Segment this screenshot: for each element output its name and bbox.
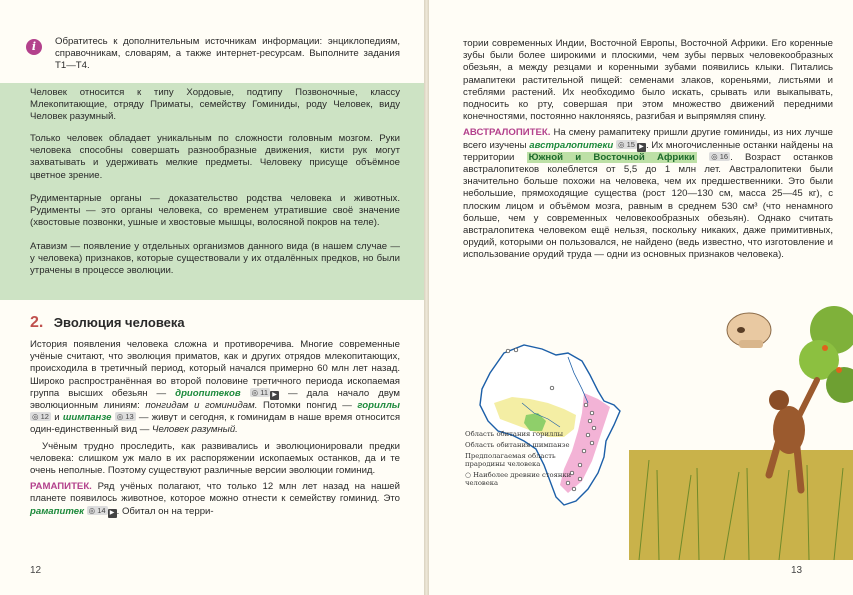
resource-number: 12: [40, 412, 49, 422]
site-marker: [586, 433, 590, 437]
body-paragraph: Учёным трудно проследить, как развивались и эволюционировали предки человека: слишком уж мало в их распоряжении ископаемых останков, да и те очень неполные. Поэтому существуют различные версии эволюции гоминид.: [30, 440, 400, 477]
text-run: и: [54, 412, 60, 424]
skull-icon: [727, 313, 771, 348]
site-marker: [550, 386, 554, 390]
legend-fossil-sites: ○ Наиболее древние стоянки человека: [465, 471, 572, 487]
site-marker: [584, 403, 588, 407]
body-paragraph: [30, 339, 400, 437]
resource-number: 13: [125, 412, 134, 422]
resource-badge[interactable]: ◎ 16: [711, 151, 729, 161]
emphasis: понгидам и гоминидам.: [145, 400, 258, 412]
site-marker: [578, 463, 582, 467]
page-number: 12: [30, 565, 42, 576]
map-legend: [465, 430, 577, 490]
text-run: . Возраст останков австралопитеков колеблется от 5,5 до 1 млн лет. Австралопитеки были значительно больше похожи на человека, чем их предшественники. Это были небольшие, прямоходящие существа (рост 120—130 см, масса 25—45 кг), с плоским лицом и объёмом мозга, равным в среднем 530 см³ (что ненамного больше, чем у современных человекообразных обезьян). Однако считать австралопитека человеком ещё нельзя, поскольку никаких, даже примитивных, орудий, которыми он пользовался, не найдено (ведь известно, что изготовление и использование орудий труда — одни из основных признаков человека).: [463, 151, 833, 261]
text-run: Потомки понгид —: [262, 400, 352, 412]
resource-number: 14: [97, 505, 106, 515]
site-marker: [514, 348, 518, 352]
play-icon[interactable]: ▶: [270, 391, 279, 400]
text-run: . Их многочисленные останки найдены на территории: [463, 139, 834, 163]
section-heading: [30, 314, 185, 332]
term-link-chimpanzee[interactable]: шимпанзе: [62, 412, 112, 424]
australopithecus-illustration: [629, 300, 853, 560]
summary-paragraph: Атавизм — появление у отдельных организмов данного вида (в нашем случае — у человека) признаков, которые существовали у их отдалённых предков, но были утрачены в процессе эволюции.: [30, 241, 400, 277]
legend-homeland: Предполагаемая область прародины человека: [465, 452, 556, 468]
site-marker: [588, 419, 592, 423]
resource-badge[interactable]: ◎ 12: [32, 412, 49, 422]
site-marker: [590, 411, 594, 415]
resource-badge[interactable]: ◎ 13: [116, 412, 134, 422]
resource-badge[interactable]: ◎ 14: [88, 505, 106, 515]
site-marker: [590, 441, 594, 445]
legend-gorilla: Область обитания гориллы: [465, 430, 564, 438]
resource-badge[interactable]: ◎ 11: [251, 387, 269, 397]
right-body: [463, 38, 833, 262]
summary-paragraph: Рудиментарные органы — доказательство родства человека и животных. Рудименты — это органы человека, со временем утратившие своё значение (хвостовые позвонки, ушные и хвостовые мышцы, волосяной покров на теле).: [30, 193, 400, 229]
text-run: Ряд учёных полагают, что только 12 млн лет назад на нашей планете появилось животное, которое можно отнести к семейству гоминид. Это: [30, 481, 400, 505]
right-page: [429, 0, 853, 595]
text-run: — живут и сегодня, к гоминидам в наше время относится один-единственный вид —: [30, 412, 401, 436]
body-paragraph: [30, 481, 400, 518]
info-text: Обратитесь к дополнительным источникам информации: энциклопедиям, справочникам, словарям, а также интернет-ресурсам. Выполните задания Т1—Т4.: [55, 36, 400, 72]
text-run: На смену рамапитеку пришли другие гоминиды, из них лучше всего изучены: [463, 127, 833, 151]
highlight-africa: Южной и Восточной Африки: [528, 151, 695, 163]
resource-badge[interactable]: ◎ 15: [617, 139, 635, 149]
site-marker: [582, 449, 586, 453]
summary-paragraph: Только человек обладает уникальным по сложности головным мозгом. Руки человека способны совершать разнообразные движения, кисти рук могут захватывать и удерживать мелкие предметы. Человеку присуще объёмное цветное зрение.: [30, 133, 400, 181]
site-marker: [578, 477, 582, 481]
page-number: 13: [791, 565, 803, 576]
africa-map: [464, 333, 634, 518]
left-page: [0, 0, 424, 595]
term-heading-australopithecus: АВСТРАЛОПИТЕК.: [463, 127, 551, 139]
site-marker: [592, 426, 596, 430]
text-run: — дала начало двум эволюционным линиям:: [30, 387, 401, 412]
savanna-grass: [629, 450, 853, 560]
term-link-australopithecus[interactable]: австралопитеки: [529, 139, 614, 151]
summary-paragraph: Человек относится к типу Хордовые, подтипу Позвоночные, классу Млекопитающие, отряду Приматы, семейству Гоминиды, роду Человек, виду Человек разумный.: [30, 87, 400, 123]
body-paragraph: тории современных Индии, Восточной Европы, Восточной Африки. Его коренные зубы были более широкими и плоскими, чем зубы первых человекообразных обезьян, а между резцами и коренными зубами появились клыки. Питались рамапитеки растительной пищей: семенами злаков, кореньями, листьями и стеблями растений. Их необходимо было искать, срывать или выкапывать, подносить ко рту, совершая при этом множество движений передними конечностями, постоянно наклоняясь, разгибая и выпрямляя спину.: [463, 38, 833, 123]
text-run: История появления человека сложна и противоречива. Многие современные учёные считают, что эволюция приматов, как и других отрядов млекопитающих, происходила в третичный период, который начался примерно 60 млн лет назад. Широко распространённая во второй половине третичного периода ископаемая группа высших обезьян —: [30, 339, 400, 399]
resource-number: 16: [719, 151, 729, 161]
left-body: [30, 339, 400, 518]
emphasis: Человек разумный.: [151, 424, 238, 436]
term-link-gorilla[interactable]: гориллы: [357, 400, 400, 412]
term-heading-ramapitek: РАМАПИТЕК.: [30, 481, 92, 493]
section-title: Эволюция человека: [53, 315, 185, 330]
play-icon[interactable]: ▶: [637, 143, 646, 152]
body-paragraph: [463, 127, 833, 261]
legend-chimpanzee: Область обитания шимпанзе: [465, 441, 570, 449]
term-link-ramapitek[interactable]: рамапитек: [30, 505, 84, 517]
info-box: [26, 36, 400, 72]
term-link-driopitek[interactable]: дриопитеков: [175, 387, 241, 399]
play-icon[interactable]: ▶: [108, 509, 117, 518]
section-number: 2.: [30, 314, 44, 331]
resource-number: 11: [260, 387, 269, 397]
resource-number: 15: [626, 139, 635, 149]
text-run: . Обитал он на терри-: [116, 505, 214, 517]
site-marker: [506, 349, 510, 353]
tree-foliage: [799, 306, 853, 403]
info-icon: i: [26, 39, 42, 55]
legend-label: Наиболее древние стоянки человека: [465, 471, 572, 487]
summary-box: [0, 83, 424, 300]
